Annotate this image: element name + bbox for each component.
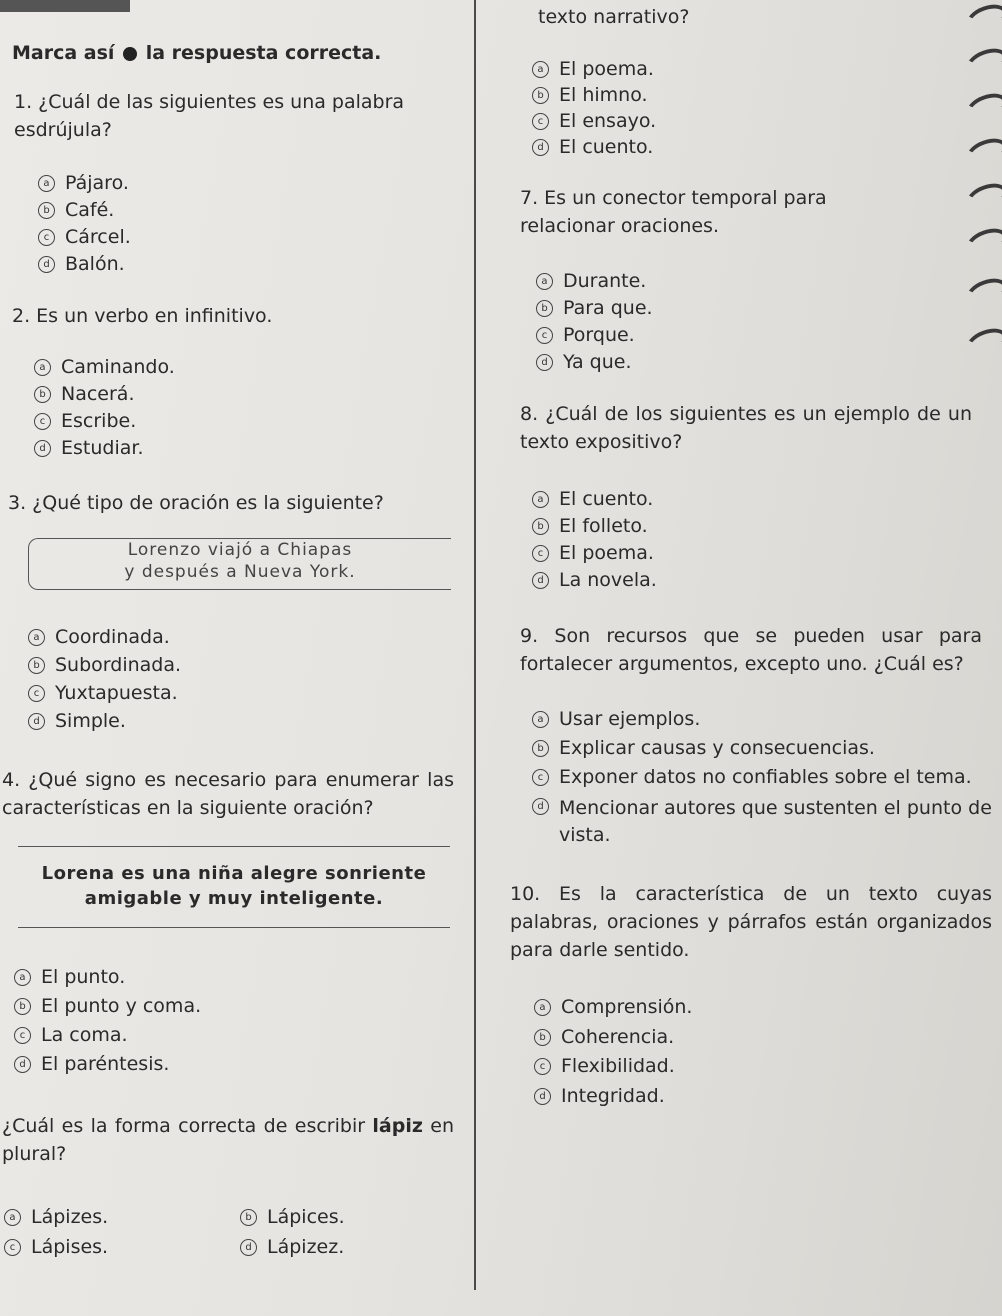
q10-option-c[interactable]: c Flexibilidad. [534, 1055, 675, 1078]
q2-option-d[interactable]: d Estudiar. [34, 437, 144, 460]
binding-ring [963, 224, 1002, 261]
q2-option-a[interactable]: a Caminando. [34, 356, 175, 379]
option-b-icon: b [28, 657, 45, 674]
q8-option-b[interactable]: b El folleto. [532, 515, 648, 538]
q3-option-a[interactable]: a Coordinada. [28, 626, 170, 649]
q3-option-c[interactable]: c Yuxtapuesta. [28, 682, 178, 705]
q9-option-c[interactable]: c Exponer datos no confiables sobre el tema. [532, 766, 972, 789]
option-a-icon: a [536, 273, 553, 290]
binding-ring [963, 44, 1002, 81]
option-a-icon: a [532, 711, 549, 728]
question-8: 8. ¿Cuál de los siguientes es un ejemplo de un texto expositivo? [520, 403, 972, 453]
question-9: 9. Son recursos que se pueden usar para fortalecer argumentos, excepto uno. ¿Cuál es? [520, 625, 982, 675]
option-c-icon: c [14, 1027, 31, 1044]
q9-option-a[interactable]: a Usar ejemplos. [532, 708, 700, 731]
option-d-icon: d [536, 354, 553, 371]
option-d-icon: d [532, 139, 549, 156]
option-a-icon: a [532, 491, 549, 508]
option-c-icon: c [4, 1239, 21, 1256]
binding-ring [963, 0, 1002, 36]
q9-option-d[interactable]: d Mencionar autores que sustenten el punto de vista. [532, 795, 994, 849]
option-b-icon: b [532, 87, 549, 104]
option-a-icon: a [38, 175, 55, 192]
question-4: 4. ¿Qué signo es necesario para enumerar las características en la siguiente oración? [2, 769, 454, 819]
option-d-icon: d [240, 1239, 257, 1256]
q7-option-c[interactable]: c Porque. [536, 324, 635, 347]
option-b-icon: b [536, 300, 553, 317]
option-a-icon: a [4, 1209, 21, 1226]
q10-option-a[interactable]: a Comprensión. [534, 996, 692, 1019]
q7-option-b[interactable]: b Para que. [536, 297, 653, 320]
filled-circle-icon [123, 47, 137, 61]
q3-option-d[interactable]: d Simple. [28, 710, 126, 733]
sentence-line: y después a Nueva York. [124, 562, 356, 582]
option-c-icon: c [28, 685, 45, 702]
instruction: Marca así la respuesta correcta. [12, 42, 382, 64]
option-d-icon: d [28, 713, 45, 730]
q2-option-b[interactable]: b Nacerá. [34, 383, 135, 406]
page-tab [0, 0, 130, 12]
q7-option-d[interactable]: d Ya que. [536, 351, 632, 374]
option-a-icon: a [14, 969, 31, 986]
sentence-line: Lorena es una niña alegre sonriente [41, 863, 427, 884]
q6-text-fragment: texto narrativo? [538, 6, 690, 28]
q3-option-b[interactable]: b Subordinada. [28, 654, 181, 677]
option-c-icon: c [532, 769, 549, 786]
q9-option-b[interactable]: b Explicar causas y consecuencias. [532, 737, 875, 760]
q8-option-a[interactable]: a El cuento. [532, 488, 653, 511]
q8-option-c[interactable]: c El poema. [532, 542, 654, 565]
q6-option-c[interactable]: c El ensayo. [532, 110, 656, 133]
option-d-icon: d [38, 256, 55, 273]
q4-sentence-box [18, 846, 450, 928]
q3-sentence-box [28, 538, 451, 590]
binding-ring [963, 324, 1002, 361]
q5-option-b[interactable]: b Lápices. [240, 1206, 345, 1229]
option-c-icon: c [532, 113, 549, 130]
q10-option-b[interactable]: b Coherencia. [534, 1026, 674, 1049]
option-a-icon: a [28, 629, 45, 646]
option-b-icon: b [532, 740, 549, 757]
option-d-icon: d [14, 1056, 31, 1073]
binding-ring [963, 89, 1002, 126]
option-d-icon: d [34, 440, 51, 457]
option-b-icon: b [38, 202, 55, 219]
question-10: 10. Es la característica de un texto cuyas palabras, oraciones y párrafos están organizados para darle sentido. [510, 883, 992, 961]
option-b-icon: b [532, 518, 549, 535]
binding-ring [963, 179, 1002, 216]
option-a-icon: a [34, 359, 51, 376]
q5-option-d[interactable]: d Lápizez. [240, 1236, 344, 1259]
option-d-icon: d [532, 798, 549, 815]
q2-option-c[interactable]: c Escribe. [34, 410, 136, 433]
sentence-line: amigable y muy inteligente. [84, 888, 384, 909]
question-2: 2. Es un verbo en infinitivo. [12, 305, 273, 327]
q10-option-d[interactable]: d Integridad. [534, 1085, 665, 1108]
q4-option-b[interactable]: b El punto y coma. [14, 995, 201, 1018]
option-a-icon: a [534, 999, 551, 1016]
option-a-icon: a [532, 61, 549, 78]
q6-option-b[interactable]: b El himno. [532, 84, 648, 107]
option-d-icon: d [534, 1088, 551, 1105]
question-7: 7. Es un conector temporal para relacionar oraciones. [520, 187, 827, 237]
q1-option-a[interactable]: a Pájaro. [38, 172, 129, 195]
option-c-icon: c [534, 1058, 551, 1075]
option-b-icon: b [14, 998, 31, 1015]
option-c-icon: c [38, 229, 55, 246]
option-b-icon: b [240, 1209, 257, 1226]
question-3: 3. ¿Qué tipo de oración es la siguiente? [8, 492, 384, 514]
question-1: 1. ¿Cuál de las siguientes es una palabra esdrújula? [14, 91, 405, 141]
q5-option-c[interactable]: c Lápises. [4, 1236, 108, 1259]
binding-ring [963, 134, 1002, 171]
q4-option-c[interactable]: c La coma. [14, 1024, 128, 1047]
q6-option-d[interactable]: d El cuento. [532, 136, 653, 159]
q1-option-d[interactable]: d Balón. [38, 253, 125, 276]
sentence-line: Lorenzo viajó a Chiapas [127, 540, 353, 560]
option-b-icon: b [34, 386, 51, 403]
q5-option-a[interactable]: a Lápizes. [4, 1206, 108, 1229]
q1-option-c[interactable]: c Cárcel. [38, 226, 131, 249]
option-d-icon: d [532, 572, 549, 589]
option-c-icon: c [536, 327, 553, 344]
q1-option-b[interactable]: b Café. [38, 199, 114, 222]
q8-option-d[interactable]: d La novela. [532, 569, 657, 592]
option-b-icon: b [534, 1029, 551, 1046]
q7-option-a[interactable]: a Durante. [536, 270, 646, 293]
q4-option-d[interactable]: d El paréntesis. [14, 1053, 169, 1076]
question-5: ¿Cuál es la forma correcta de escribir lápiz en plural? [2, 1115, 455, 1165]
option-c-icon: c [34, 413, 51, 430]
q6-option-a[interactable]: a El poema. [532, 58, 654, 81]
q4-option-a[interactable]: a El punto. [14, 966, 125, 989]
option-c-icon: c [532, 545, 549, 562]
binding-ring [963, 274, 1002, 311]
column-divider [474, 0, 476, 1290]
